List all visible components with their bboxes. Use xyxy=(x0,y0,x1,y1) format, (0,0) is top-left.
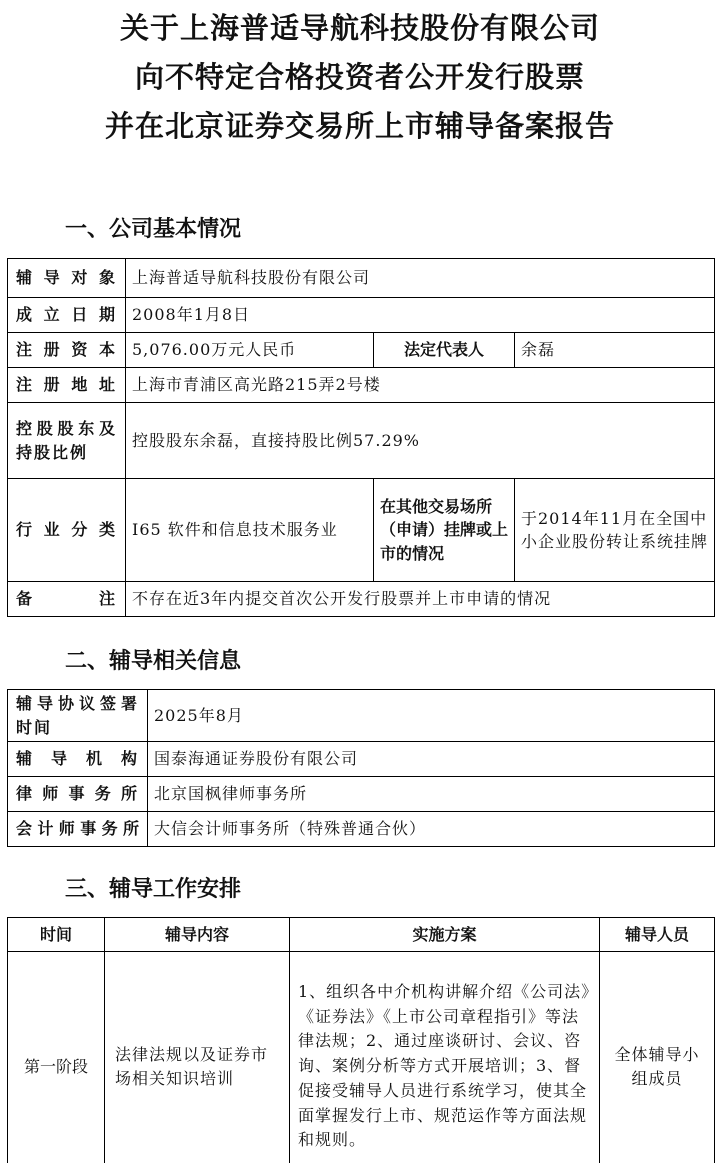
table-row xyxy=(8,582,715,617)
institution-label: 辅导机构 xyxy=(8,742,148,777)
accounting-value: 大信会计师事务所（特殊普通合伙） xyxy=(148,812,715,847)
industry-value: I65 软件和信息技术服务业 xyxy=(126,479,374,582)
section-3-heading: 三、辅导工作安排 xyxy=(65,877,242,902)
law-firm-label: 律师事务所 xyxy=(8,777,148,812)
table-row xyxy=(8,690,715,742)
remark-value: 不存在近3年内提交首次公开发行股票并上市申请的情况 xyxy=(126,582,715,617)
other-exchange-value: 于2014年11月在全国中小企业股份转让系统挂牌 xyxy=(515,479,715,582)
law-firm-value: 北京国枫律师事务所 xyxy=(148,777,715,812)
phase-time: 第一阶段 xyxy=(8,952,105,1163)
address-label: 注册地址 xyxy=(8,368,126,403)
phase-content: 法律法规以及证券市场相关知识培训 xyxy=(105,952,290,1163)
col-staff-header: 辅导人员 xyxy=(600,918,715,952)
tutoring-info-table xyxy=(7,689,715,847)
section-1-heading: 一、公司基本情况 xyxy=(65,217,242,242)
title-line-1: 关于上海普适导航科技股份有限公司 xyxy=(119,11,600,45)
shareholder-label: 控股股东及持股比例 xyxy=(8,403,126,479)
col-time-header: 时间 xyxy=(8,918,105,952)
table-row xyxy=(8,333,715,368)
table-row xyxy=(8,368,715,403)
table-row xyxy=(8,742,715,777)
agreement-value: 2025年8月 xyxy=(148,690,715,742)
table-row xyxy=(8,479,715,582)
accounting-label: 会计师事务所 xyxy=(8,812,148,847)
table-row xyxy=(8,259,715,298)
col-plan-header: 实施方案 xyxy=(290,918,600,952)
target-value: 上海普适导航科技股份有限公司 xyxy=(126,259,715,298)
table-row xyxy=(8,298,715,333)
table-header-row xyxy=(8,918,715,952)
phase-staff: 全体辅导小组成员 xyxy=(600,952,715,1163)
phase-plan: 1、组织各中介机构讲解介绍《公司法》《证券法》《上市公司章程指引》等法律法规；2、通过座谈研讨、会议、咨询、案例分析等方式开展培训；3、督促接受辅导人员进行系统学习，使其全面掌握发行上市、规范运作等方面法规和规则。 xyxy=(290,952,600,1163)
founded-value: 2008年1月8日 xyxy=(126,298,715,333)
table-row xyxy=(8,812,715,847)
legal-rep-value: 余磊 xyxy=(515,333,715,368)
title-line-2: 向不特定合格投资者公开发行股票 xyxy=(134,60,585,94)
col-content-header: 辅导内容 xyxy=(105,918,290,952)
remark-label: 备 注 xyxy=(8,582,126,617)
other-exchange-label: 在其他交易场所（申请）挂牌或上市的情况 xyxy=(374,479,515,582)
founded-label: 成立日期 xyxy=(8,298,126,333)
industry-label: 行业分类 xyxy=(8,479,126,582)
legal-rep-label: 法定代表人 xyxy=(374,333,515,368)
table-row xyxy=(8,403,715,479)
table-row xyxy=(8,952,715,1163)
capital-value: 5,076.00万元人民币 xyxy=(126,333,374,368)
title-line-3: 并在北京证券交易所上市辅导备案报告 xyxy=(104,109,615,143)
table-row xyxy=(8,777,715,812)
schedule-table xyxy=(7,917,715,1163)
section-2-heading: 二、辅导相关信息 xyxy=(65,649,242,674)
agreement-label: 辅导协议签署时间 xyxy=(8,690,148,742)
target-label: 辅导对象 xyxy=(8,259,126,298)
capital-label: 注册资本 xyxy=(8,333,126,368)
institution-value: 国泰海通证券股份有限公司 xyxy=(148,742,715,777)
company-info-table xyxy=(7,258,715,617)
shareholder-value: 控股股东余磊，直接持股比例57.29% xyxy=(126,403,715,479)
address-value: 上海市青浦区高光路215弄2号楼 xyxy=(126,368,715,403)
